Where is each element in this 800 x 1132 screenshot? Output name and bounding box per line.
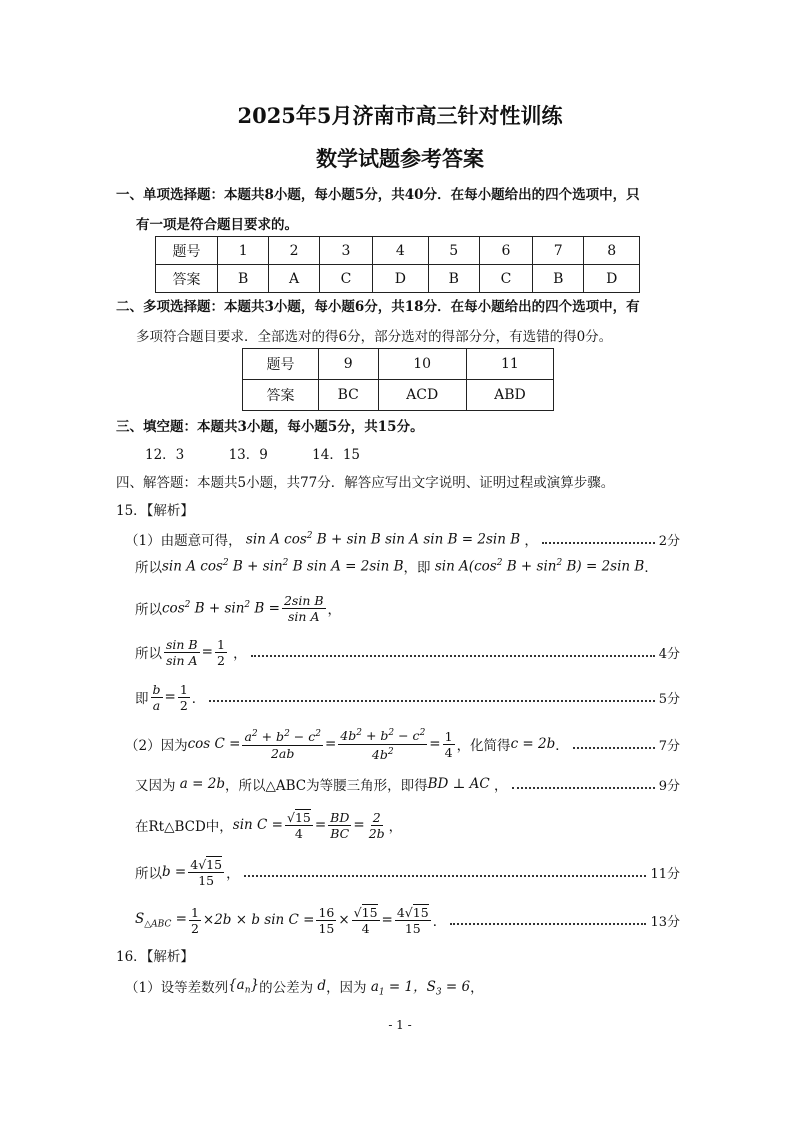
q16-label: 16．【解析】: [116, 949, 194, 965]
q15-part2-line5: $S_{\triangle ABC}$ = $\frac{1}{2}$ × 2b × b sin C = $\frac{16}{15}$ × $\frac{√15}{4}$ = $\frac{4√15}{15}$ ． 13分: [135, 904, 680, 936]
page-title: 2025年5月济南市高三针对性训练: [237, 103, 563, 128]
q15-line5: 即 $\frac{b}{a}$ = $\frac{1}{2}$ ． 5分: [135, 681, 680, 713]
q15-part2-line4: 所以 b = $\frac{4√15}{15}$ ， 11分: [135, 856, 680, 888]
section2-table: [242, 348, 554, 411]
section1-table: [155, 236, 640, 293]
table-row: 答案 B A C D B C B D: [156, 265, 640, 293]
table-row: 题号 1 2 3 4 5 6 7 8: [156, 237, 640, 265]
section3-answers: 12．3 13．9 14．15: [145, 447, 361, 463]
section1-heading: 一、单项选择题：本题共8小题，每小题5分，共40分．在每小题给出的四个选项中，只 有一项是符合题目要求的。: [116, 187, 640, 233]
section3-heading: 三、填空题：本题共3小题，每小题5分，共15分。: [116, 419, 424, 435]
q15-line1: （1）由题意可得， sin A $\cos^2 B + \sin B$ sin A sin B = 2sin B ， 2分: [125, 530, 680, 549]
q16-line1: （1）设等差数列 $\{a_n\}$ 的公差为 d ，因为 $a_1 = 1$，$S_3 = 6$ ，: [125, 976, 484, 998]
q15-part2-line3: 在Rt△BCD中， sin C = $\frac{√15}{4}$ = $\frac{BD}{BC}$ = $\frac{2}{2b}$ ，: [135, 809, 403, 841]
q15-line2: 所以 sin A $\cos^2 B + \sin^2 B$ sin A = 2sin B ，即 $\sin A(\cos^2$ $B + \sin^2 B) = 2\sin$ B ．: [135, 557, 658, 576]
q15-line4: 所以 $\frac{\text{sin B}}{\text{sin A}}$ = $\frac{1}{2}$ ， 4分: [135, 636, 680, 668]
page-number: - 1 -: [388, 1018, 412, 1032]
q15-label: 15．【解析】: [116, 503, 194, 519]
page-subtitle: 数学试题参考答案: [316, 146, 484, 171]
q15-line3: 所以 $\cos^2 B + \sin^2 B$ = $\frac{\text{2sin B}}{\text{sin A}}$ ，: [135, 592, 342, 624]
table-row: 题号 9 10 11: [243, 349, 554, 380]
section4-heading: 四、解答题：本题共5小题，共77分．解答应写出文字说明、证明过程或演算步骤。: [116, 475, 615, 491]
table-row: 答案 BC ACD ABD: [243, 380, 554, 411]
section2-heading: 二、多项选择题：本题共3小题，每小题6分，共18分．在每小题给出的四个选项中，有 多项符合题目要求．全部选对的得6分，部分选对的得部分分，有选错的得0分。: [116, 299, 640, 345]
q15-part2-line1: （2）因为 cos C = $\frac{a^2 + b^2 - c^2}{2ab}$ = $\frac{4b^2 + b^2 - c^2}{4b^2}$ = $\frac{1}{4}$ ，化简得 c = 2b ． 7分: [125, 728, 680, 762]
q15-part2-line2: 又因为 a = 2b ，所以△ABC为等腰三角形，即得 BD ⊥ AC ， 9分: [135, 776, 680, 794]
